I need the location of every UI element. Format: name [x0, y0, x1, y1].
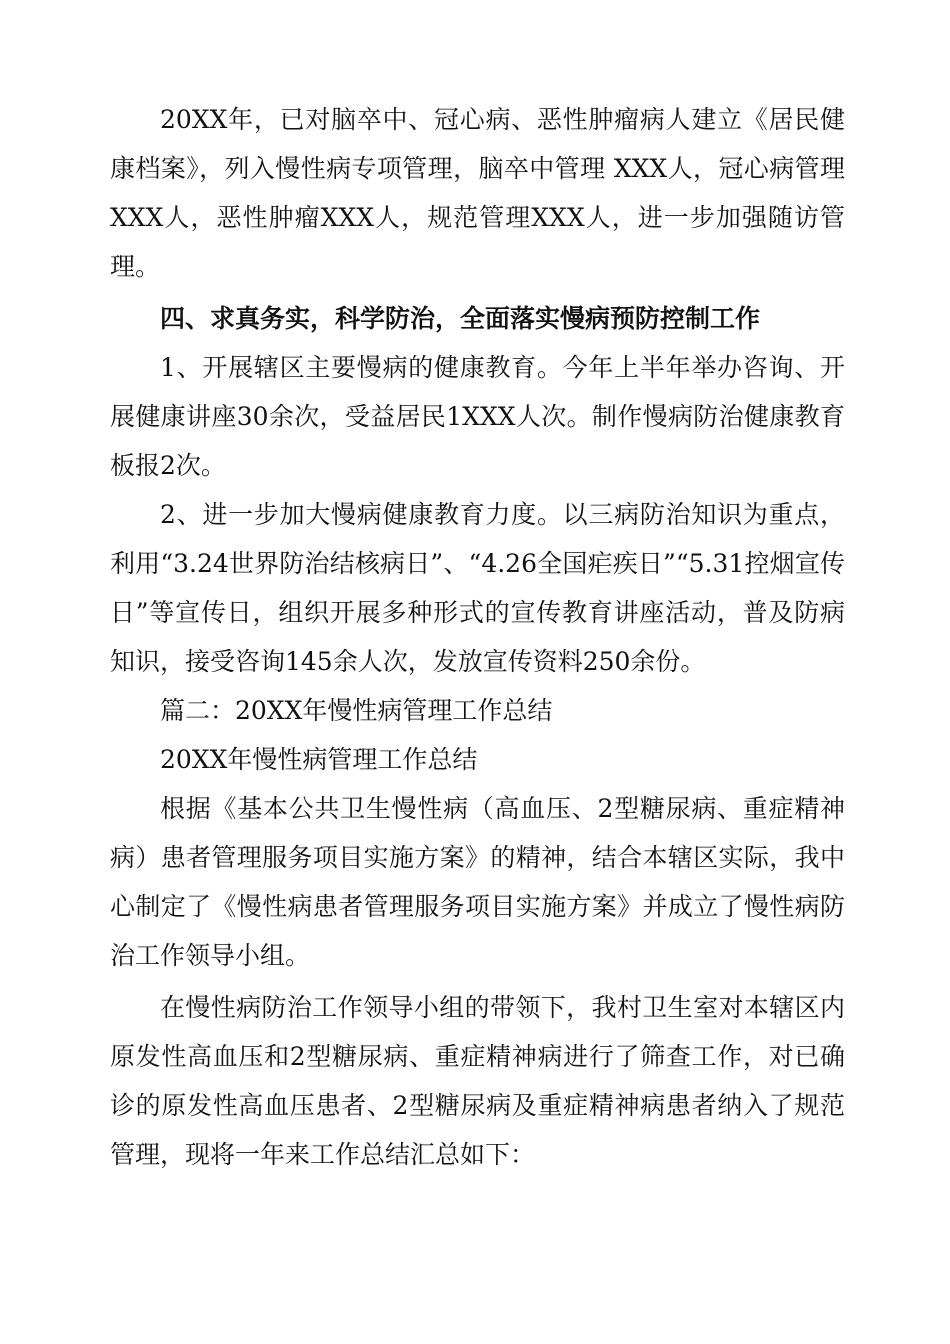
paragraph-part-two-title: 篇二：20XX年慢性病管理工作总结 — [160, 696, 553, 725]
section-heading-four: 四、求真务实，科学防治，全面落实慢病预防控制工作 — [160, 304, 761, 333]
paragraph-archive-management: 20XX年，已对脑卒中、冠心病、恶性肿瘤病人建立《居民健康档案》，列入慢性病专项管理，脑卒中管理 XXX人，冠心病管理XXX人，恶性肿瘤XXX人，规范管理XXX人，进一步加强随访管理。 — [110, 105, 845, 281]
paragraph-screening-work: 在慢性病防治工作领导小组的带领下，我村卫生室对本辖区内原发性高血压和2型糖尿病、重症精神病进行了筛查工作，对已确诊的原发性高血压患者、2型糖尿病及重症精神病患者纳入了规范管理，现将一年来工作总结汇总如下： — [110, 993, 845, 1169]
paragraph-education-efforts: 2、进一步加大慢病健康教育力度。以三病防治知识为重点，利用“3.24世界防治结核病日”、“4.26全国疟疾日”“5.31控烟宣传日”等宣传日，组织开展多种形式的宣传教育讲座活动，普及防病知识，接受咨询145余人次，发放宣传资料250余份。 — [110, 500, 845, 676]
paragraph-health-education: 1、开展辖区主要慢病的健康教育。今年上半年举办咨询、开展健康讲座30余次，受益居民1XXX人次。制作慢病防治健康教育板报2次。 — [110, 353, 845, 480]
paragraph-implementation-plan: 根据《基本公共卫生慢性病（高血压、2型糖尿病、重症精神病）患者管理服务项目实施方案》的精神，结合本辖区实际，我中心制定了《慢性病患者管理服务项目实施方案》并成立了慢性病防治工作领导小组。 — [110, 794, 845, 970]
paragraph-summary-title: 20XX年慢性病管理工作总结 — [160, 745, 478, 774]
document-body — [110, 95, 845, 1179]
